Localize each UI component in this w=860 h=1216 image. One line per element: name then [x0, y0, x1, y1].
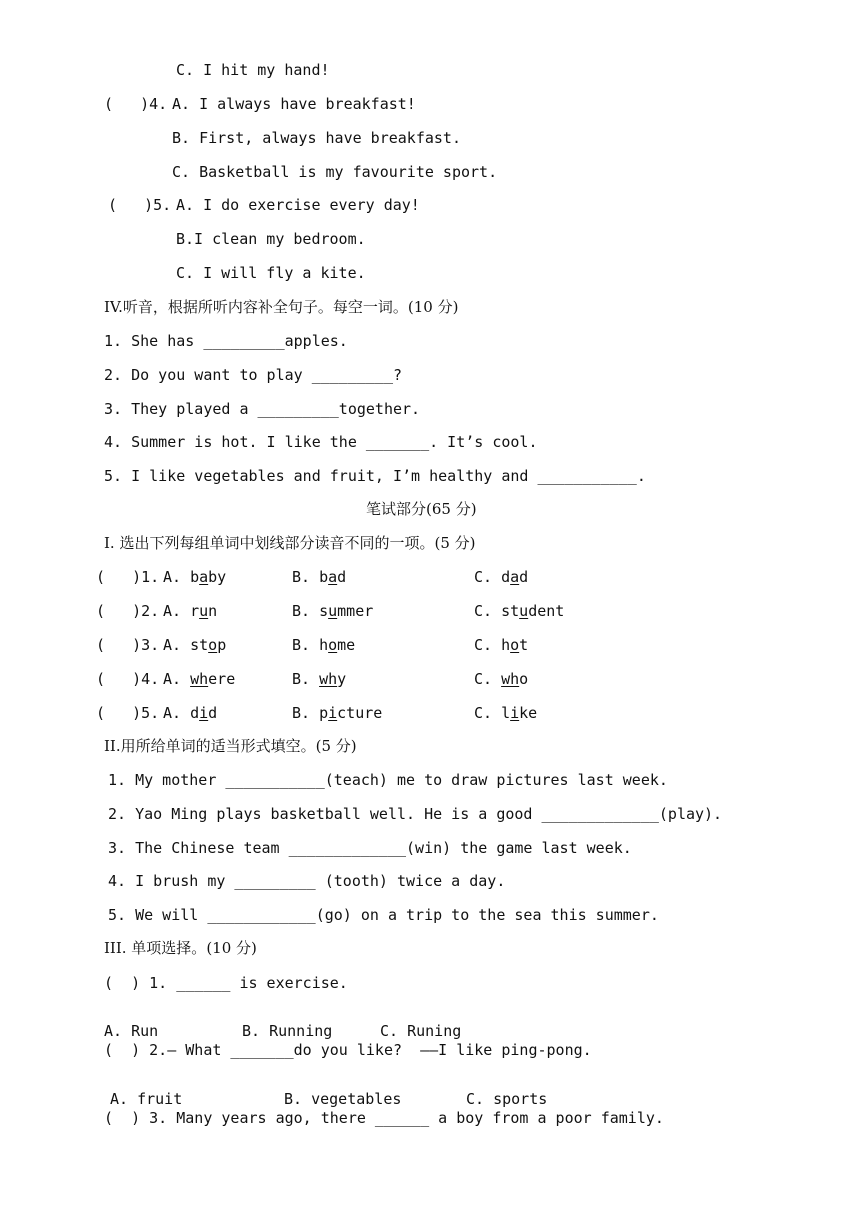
word-option-b [292, 703, 382, 723]
word-option-b [292, 567, 346, 587]
word-part: B. b [292, 568, 329, 586]
word-part: t [519, 636, 529, 654]
option-text: C. I hit my hand! [176, 61, 330, 79]
choice-a: A. Run [104, 1022, 159, 1040]
choice-a: A. fruit [110, 1090, 183, 1108]
section-heading: IV.听音，根据所听内容补全句子。每空一词。(10 分) [104, 298, 459, 316]
choice-c: C. sports [466, 1090, 548, 1108]
question-text: ( ) 3. Many years ago, there ______ a boy from a poor family. [104, 1109, 664, 1127]
section-heading: I. 选出下列每组单词中划线部分读音不同的一项。(5 分) [104, 534, 476, 552]
option-text: B.I clean my bedroom. [176, 230, 366, 248]
word-part: mmer [337, 602, 374, 620]
question-number: ( )5. [96, 704, 160, 722]
word-part: B. p [292, 704, 329, 722]
word-part: A. [163, 670, 191, 688]
underlined-letters: wh [319, 670, 338, 688]
section-heading: II.用所给单词的适当形式填空。(5 分) [104, 737, 357, 755]
word-part: by [208, 568, 227, 586]
option-text: A. I do exercise every day! [176, 196, 420, 214]
fill-item: 3. They played a _________together. [104, 400, 421, 418]
underlined-letters: o [208, 636, 218, 654]
underlined-letters: wh [501, 670, 520, 688]
word-option-a [163, 635, 226, 655]
word-part: C. d [474, 568, 511, 586]
part-title: 笔试部分(65 分) [366, 500, 477, 518]
fill-item: 5. I like vegetables and fruit, I’m healthy and ___________. [104, 467, 646, 485]
word-option-a [163, 601, 217, 621]
question-number: ( )4. [104, 95, 168, 113]
word-option-b [292, 601, 373, 621]
word-part: cture [337, 704, 383, 722]
word-option-b [292, 635, 355, 655]
word-part: o [519, 670, 529, 688]
fill-item: 1. My mother ___________(teach) me to draw pictures last week. [108, 771, 668, 789]
word-part: A. b [163, 568, 200, 586]
word-part: A. r [163, 602, 200, 620]
word-part: p [217, 636, 227, 654]
underlined-letters: u [328, 602, 338, 620]
word-option-a [163, 703, 217, 723]
word-part: A. d [163, 704, 200, 722]
fill-item: 1. She has _________apples. [104, 332, 348, 350]
underlined-letters: i [510, 704, 520, 722]
word-part: B. h [292, 636, 329, 654]
option-text: B. First, always have breakfast. [172, 129, 461, 147]
section-heading: III. 单项选择。(10 分) [104, 939, 257, 957]
underlined-letters: o [328, 636, 338, 654]
word-option-a [163, 567, 226, 587]
word-part: d [519, 568, 529, 586]
word-option-b [292, 669, 346, 689]
word-option-c [474, 601, 564, 621]
word-part: d [337, 568, 347, 586]
word-option-c [474, 703, 537, 723]
question-number: ( )3. [96, 636, 160, 654]
word-part: y [337, 670, 347, 688]
question-number: ( )4. [96, 670, 160, 688]
option-text: C. Basketball is my favourite sport. [172, 163, 498, 181]
fill-item: 4. I brush my _________ (tooth) twice a day. [108, 872, 506, 890]
word-part: B. [292, 670, 320, 688]
fill-item: 4. Summer is hot. I like the _______. It’s cool. [104, 433, 538, 451]
underlined-letters: a [328, 568, 338, 586]
underlined-letters: u [519, 602, 529, 620]
word-part: d [208, 704, 218, 722]
word-part: ke [519, 704, 538, 722]
question-number: ( )5. [108, 196, 172, 214]
fill-item: 2. Do you want to play _________? [104, 366, 403, 384]
choice-b: B. Running [242, 1022, 333, 1040]
word-option-a [163, 669, 235, 689]
word-part: n [208, 602, 218, 620]
word-option-c [474, 635, 528, 655]
underlined-letters: i [199, 704, 209, 722]
word-part: C. st [474, 602, 520, 620]
choice-c: C. Runing [380, 1022, 462, 1040]
word-part: C. h [474, 636, 511, 654]
word-part: C. l [474, 704, 511, 722]
question-number: ( )2. [96, 602, 160, 620]
word-part: ere [208, 670, 236, 688]
underlined-letters: u [199, 602, 209, 620]
underlined-letters: wh [190, 670, 209, 688]
word-option-c [474, 567, 528, 587]
choice-b: B. vegetables [284, 1090, 402, 1108]
underlined-letters: o [510, 636, 520, 654]
question-text: ( ) 1. ______ is exercise. [104, 974, 348, 992]
underlined-letters: i [328, 704, 338, 722]
word-part: C. [474, 670, 502, 688]
fill-item: 3. The Chinese team _____________(win) the game last week. [108, 839, 632, 857]
question-text: ( ) 2.— What _______do you like? ——I like ping-pong. [104, 1041, 592, 1059]
word-option-c [474, 669, 528, 689]
word-part: me [337, 636, 356, 654]
fill-item: 5. We will ____________(go) on a trip to the sea this summer. [108, 906, 659, 924]
word-part: B. s [292, 602, 329, 620]
option-text: A. I always have breakfast! [172, 95, 416, 113]
underlined-letters: a [510, 568, 520, 586]
word-part: A. st [163, 636, 209, 654]
underlined-letters: a [199, 568, 209, 586]
fill-item: 2. Yao Ming plays basketball well. He is a good _____________(play). [108, 805, 723, 823]
word-part: dent [528, 602, 565, 620]
option-text: C. I will fly a kite. [176, 264, 366, 282]
question-number: ( )1. [96, 568, 160, 586]
